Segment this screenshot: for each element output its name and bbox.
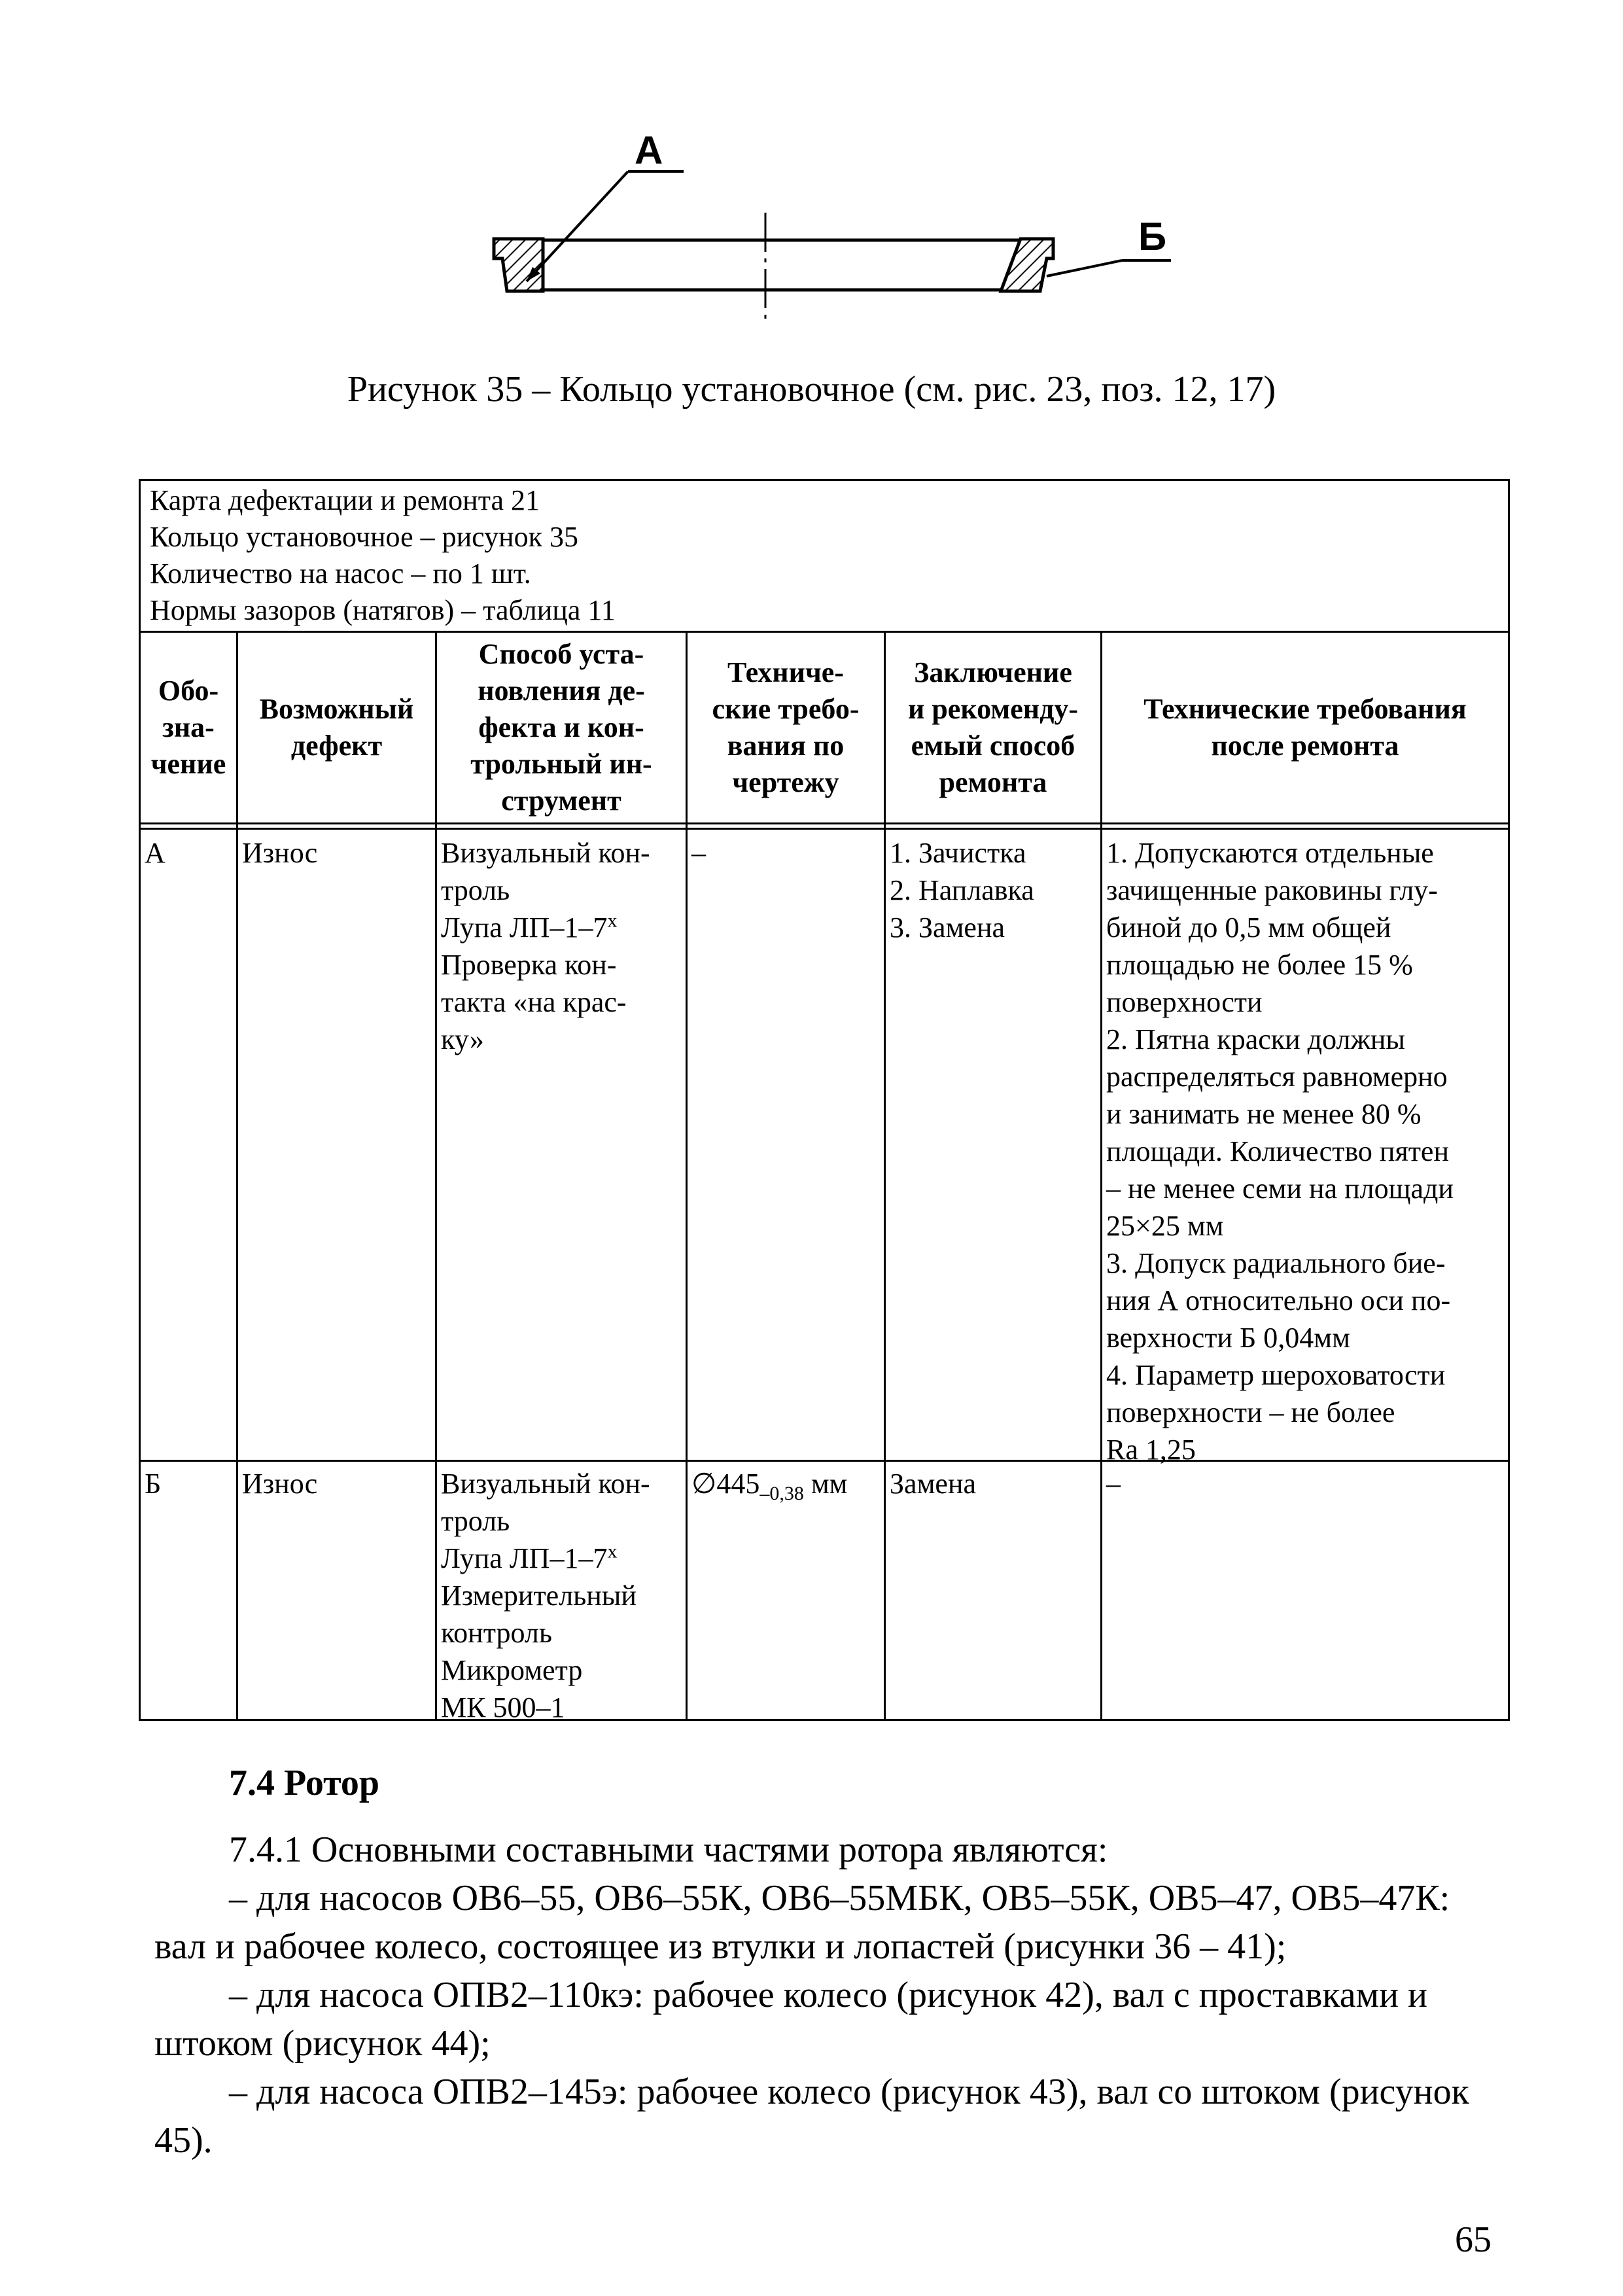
card-header <box>141 481 1508 633</box>
defect-repair-card <box>139 479 1510 1721</box>
lens-index-superscript: х <box>607 1540 618 1563</box>
card-title: Карта дефектации и ремонта 21 <box>150 484 540 516</box>
paragraph-item-2: – для насоса ОПВ2–110кэ: рабочее колесо (рисунок 42), вал с проставками и штоком (рисунок 44); <box>154 1975 1428 2064</box>
row-b-drawing-req: $\emptyset 445_{-0,38}$ мм <box>691 1468 848 1504</box>
lens-index-superscript: х <box>607 910 618 932</box>
card-quantity: Количество на насос – по 1 шт. <box>150 557 531 590</box>
col-header-conclusion: Заключение и рекоменду- емый способ ремонта <box>907 656 1079 798</box>
ring-right-section <box>1001 239 1053 291</box>
row-b-method: Визуальный кон- троль Лупа $ЛП-1-7^х$ Измерительный контроль Микрометр МК 500–1 <box>441 1468 650 1723</box>
row-a-designation: А <box>145 837 166 869</box>
row-b-conclusion: Замена <box>890 1468 977 1500</box>
leader-b <box>1047 260 1122 276</box>
section-title: 7.4 Ротор <box>229 1763 379 1803</box>
figure-caption: Рисунок 35 – Кольцо установочное (см. рис. 23, поз. 12, 17) <box>347 369 1276 410</box>
row-a-drawing-req: – <box>691 837 706 869</box>
label-b: Б <box>1138 215 1167 258</box>
tolerance: –0,38 <box>759 1482 804 1504</box>
card-norms: Нормы зазоров (натягов) – таблица 11 <box>150 594 616 626</box>
row-a-defect: Износ <box>242 837 318 869</box>
header-divider <box>141 828 1508 830</box>
paragraph-item-1: – для насосов ОВ6–55, ОВ6–55К, ОВ6–55МБК, ОВ5–55К, ОВ5–47, ОВ5–47К: вал и рабочее колесо, состоящее из втулки и лопастей (рисунки 36 – 41); <box>154 1878 1450 1967</box>
header-divider <box>141 822 1508 824</box>
paragraph-intro: 7.4.1 Основными составными частями ротора являются: <box>229 1829 1108 1870</box>
ring-cross-section-drawing <box>0 0 1623 366</box>
row-b-designation: Б <box>145 1468 162 1500</box>
col-header-post-repair: Технические требования после ремонта <box>1143 693 1467 762</box>
row-b-post-repair: – <box>1106 1468 1121 1500</box>
page-number: 65 <box>1455 2219 1492 2260</box>
col-header-designation: Обо- зна- чение <box>150 675 226 780</box>
row-b-defect: Износ <box>242 1468 318 1500</box>
col-header-method: Способ уста- новления де- фекта и кон- трольный ин- струмент <box>470 638 652 817</box>
label-a: А <box>635 128 663 172</box>
ring-left-section <box>494 239 543 291</box>
row-a-conclusion: 1. Зачистка 2. Наплавка 3. Замена <box>890 837 1034 944</box>
figure-ring-drawing <box>0 0 1623 366</box>
leader-a <box>527 171 628 281</box>
card-part: Кольцо установочное – рисунок 35 <box>150 521 579 553</box>
paragraph-item-3: – для насоса ОПВ2–145э: рабочее колесо (рисунок 43), вал со штоком (рисунок 45). <box>154 2072 1469 2161</box>
col-header-drawing-req: Техниче- ские требо- вания по чертежу <box>712 656 860 798</box>
col-header-defect: Возможный дефект <box>259 693 414 762</box>
row-a-method: Визуальный кон- троль Лупа $ЛП-1-7^х$ Проверка кон- такта «на крас- ку» <box>441 837 650 1055</box>
row-a-post-repair: 1. Допускаются отдельные зачищенные раковины глу- биной до 0,5 мм общей площадью не более 15 % поверхности 2. Пятна краски должны распределяться равномерно и занимать не менее 80 % площади. Количество пятен – не менее семи на площади 25×25 мм 3. Допуск радиального бие- ния А относительно оси по- верхности Б 0,04мм 4. Параметр шероховатости поверхности – не более Ra 1,25 <box>1106 837 1454 1466</box>
